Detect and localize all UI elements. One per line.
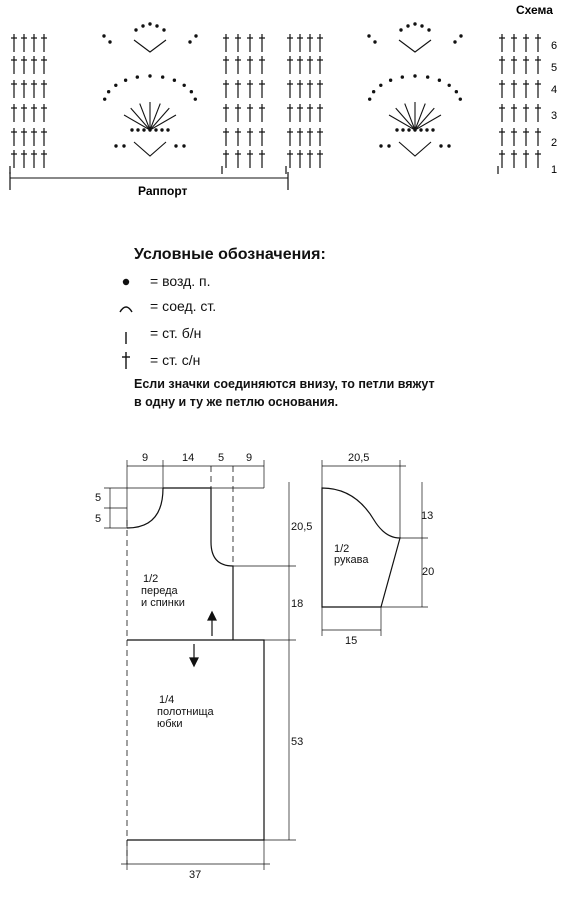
fan-stitch-mark (140, 104, 150, 130)
chain-stitch-dot (368, 97, 371, 100)
top-v-mark (399, 40, 431, 52)
chain-stitch-dot (194, 34, 197, 37)
chain-stitch-dot (395, 128, 398, 131)
dim-bodice-top-1: 9 (142, 452, 149, 464)
dim-bodice-top-4: 9 (246, 452, 253, 464)
fan-stitch-mark (150, 115, 176, 130)
bodice-outline (163, 488, 233, 640)
chain-stitch-dot (182, 84, 185, 87)
dim-bodice-top-3: 5 (218, 452, 225, 464)
skirt-outline (127, 640, 264, 840)
knit-direction-arrows (190, 612, 216, 666)
skirt-label-3: юбки (157, 718, 183, 730)
chain-stitch-dot (173, 79, 176, 82)
chain-stitch-dot (407, 128, 410, 131)
fan-stitch-mark (396, 108, 415, 130)
chain-stitch-dot (190, 90, 193, 93)
legend-note-line1: Если значки соединяются внизу, то петли вяжут (134, 377, 435, 391)
sleeve-label-1: 1/2 (334, 543, 350, 555)
fan-stitch-mark (405, 104, 415, 130)
chain-stitch-dot (141, 24, 144, 27)
chain-stitch-dot (401, 128, 404, 131)
fan-stitch-mark (415, 104, 425, 130)
legend-title: Условные обозначения: (134, 246, 326, 263)
chain-stitch-dot (399, 28, 402, 31)
chain-stitch-dot (419, 128, 422, 131)
skirt-label-1: 1/4 (159, 694, 175, 706)
row-numbers (551, 40, 557, 176)
chain-stitch-dot (154, 128, 157, 131)
bodice-label-3: и спинки (141, 597, 185, 609)
chain-stitch-dot (426, 75, 429, 78)
dim-bodice-left-1: 5 (95, 492, 102, 504)
chain-stitch-dot (389, 79, 392, 82)
chain-stitch-dot (413, 74, 416, 77)
legend-item-double-crochet: = ст. с/н (150, 352, 201, 368)
chain-stitch-dot (108, 40, 111, 43)
dim-skirt-right: 53 (291, 736, 304, 748)
fan-stitch-mark (415, 115, 441, 130)
dim-bodice-left-2: 5 (95, 513, 102, 525)
chain-stitch-dot (136, 128, 139, 131)
neckline-curve (127, 488, 163, 528)
fan-stitch-mark (150, 108, 169, 130)
chain-stitch-dot (459, 34, 462, 37)
fan-stitch-mark (124, 115, 150, 130)
chain-stitch-dot (413, 22, 416, 25)
row-number-6: 6 (551, 40, 558, 52)
chain-stitch-dot (455, 90, 458, 93)
fan-stitch-mark (131, 108, 150, 130)
chain-stitch-dot (194, 97, 197, 100)
chain-stitch-dot (188, 40, 191, 43)
chain-stitch-dot (459, 97, 462, 100)
chain-stitch-dot (160, 128, 163, 131)
scheme-stitches (10, 22, 541, 174)
chain-stitch-dot (136, 75, 139, 78)
chain-stitch-dot (387, 144, 390, 147)
chain-stitch-dot (379, 84, 382, 87)
chain-stitch-dot (425, 128, 428, 131)
chain-stitch-dot (372, 90, 375, 93)
chain-stitch-dot (373, 40, 376, 43)
chain-stitch-dot (166, 128, 169, 131)
chain-stitch-dot (431, 128, 434, 131)
dim-bodice-top-2: 14 (182, 452, 195, 464)
arrow-up-head (208, 612, 216, 620)
chain-stitch-dot (148, 22, 151, 25)
row-number-4: 4 (551, 84, 558, 96)
chain-stitch-dot (438, 79, 441, 82)
bodice-label-1: 1/2 (143, 573, 159, 585)
legend-item-chain: = возд. п. (150, 273, 211, 289)
chain-stitch-dot (420, 24, 423, 27)
dim-bodice-right-2: 18 (291, 598, 304, 610)
row-number-2: 2 (551, 137, 558, 149)
chain-stitch-dot (439, 144, 442, 147)
chain-stitch-dot (114, 84, 117, 87)
chain-stitch-dot (182, 144, 185, 147)
crochet-scheme (0, 0, 584, 200)
dot-icon (123, 279, 129, 285)
dim-sleeve-right-2: 20 (422, 566, 435, 578)
chain-stitch-dot (447, 144, 450, 147)
chain-stitch-dot (130, 128, 133, 131)
row-number-5: 5 (551, 62, 558, 74)
chain-stitch-dot (367, 34, 370, 37)
chain-stitch-dot (174, 144, 177, 147)
bottom-v-mark (399, 142, 431, 156)
repeat-label: Раппорт (138, 184, 188, 198)
chain-stitch-dot (161, 75, 164, 78)
chain-stitch-dot (114, 144, 117, 147)
legend-note-line2: в одну и ту же петлю основания. (134, 395, 339, 409)
chain-stitch-dot (162, 28, 165, 31)
chain-stitch-dot (453, 40, 456, 43)
chain-stitch-dot (124, 79, 127, 82)
chain-stitch-dot (122, 144, 125, 147)
skirt-label-2: полотнища (157, 706, 214, 718)
scheme-title: Схема (516, 3, 553, 17)
legend-item-slip-stitch: = соед. ст. (150, 298, 217, 314)
sewing-pattern (0, 440, 584, 912)
dim-bodice-right-1: 20,5 (291, 521, 313, 533)
chain-stitch-dot (134, 28, 137, 31)
dim-sleeve-right-1: 13 (421, 510, 434, 522)
arrow-down-head (190, 658, 198, 666)
legend-symbols (118, 272, 148, 372)
chain-stitch-dot (406, 24, 409, 27)
chain-stitch-dot (427, 28, 430, 31)
legend-item-single-crochet: = ст. б/н (150, 325, 202, 341)
bodice-label-2: переда (141, 585, 178, 597)
fan-stitch-mark (389, 115, 415, 130)
top-v-mark (134, 40, 166, 52)
fan-stitch-mark (150, 104, 160, 130)
chain-stitch-dot (148, 74, 151, 77)
fan-stitch-mark (415, 108, 434, 130)
dim-sleeve-top: 20,5 (348, 452, 370, 464)
bottom-v-mark (134, 142, 166, 156)
chain-stitch-dot (142, 128, 145, 131)
dim-sleeve-bottom: 15 (345, 635, 358, 647)
chain-stitch-dot (155, 24, 158, 27)
dimension-lines (104, 460, 428, 870)
chain-stitch-dot (107, 90, 110, 93)
arc-icon (120, 307, 132, 312)
sleeve-label-2: рукава (334, 554, 369, 566)
chain-stitch-dot (103, 97, 106, 100)
chain-stitch-dot (102, 34, 105, 37)
dim-skirt-bottom: 37 (189, 869, 202, 881)
chain-stitch-dot (447, 84, 450, 87)
row-number-3: 3 (551, 110, 558, 122)
row-number-1: 1 (551, 164, 558, 176)
chain-stitch-dot (379, 144, 382, 147)
chain-stitch-dot (401, 75, 404, 78)
